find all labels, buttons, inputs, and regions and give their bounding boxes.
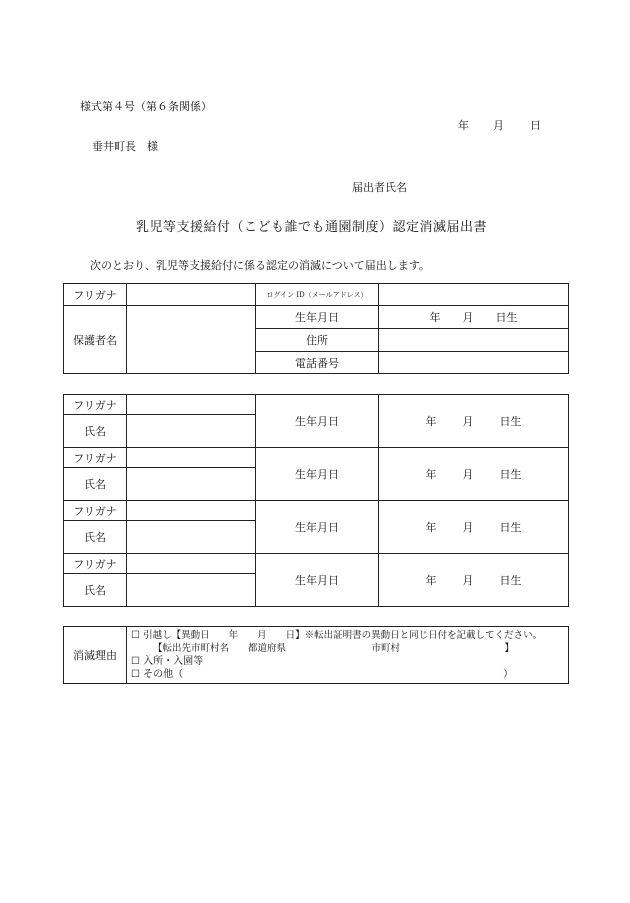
guardian-birth-day: 日生 — [495, 311, 518, 324]
other-checkbox[interactable]: ☐ — [131, 669, 140, 680]
child-birth-day: 日生 — [499, 468, 522, 481]
child-name-field[interactable] — [127, 574, 256, 607]
reason-destination-row — [131, 642, 564, 655]
children-table — [63, 394, 569, 607]
addressee: 垂井町長 様 — [92, 140, 158, 153]
child-name-label: 氏名 — [64, 415, 127, 448]
login-id-label-sub: （メールアドレス） — [304, 290, 368, 299]
child-furigana-field[interactable] — [127, 395, 256, 415]
child-birth-year: 年 — [425, 415, 437, 428]
child-birth-day: 日生 — [499, 415, 522, 428]
child-furigana-label: フリガナ — [64, 501, 127, 521]
child-furigana-label: フリガナ — [64, 554, 127, 574]
document-title: 乳児等支援給付（こども誰でも通園制度）認定消滅届出書 — [136, 220, 488, 235]
form-number: 様式第４号（第６条関係） — [80, 100, 212, 113]
child-birth-year: 年 — [425, 574, 437, 587]
admission-checkbox[interactable]: ☐ — [131, 656, 140, 667]
child-birth-label: 生年月日 — [256, 395, 379, 448]
login-id-label — [256, 284, 379, 306]
guardian-name-label: 保護者名 — [64, 306, 127, 374]
guardian-birth-month: 月 — [462, 311, 474, 324]
submitter-label: 届出者氏名 — [352, 181, 407, 194]
child-furigana-field[interactable] — [127, 448, 256, 468]
child-name-field[interactable] — [127, 468, 256, 501]
move-option-text: 引越し【異動日 年 月 日】※転出証明書の異動日と同じ日付を記載してください。 — [143, 630, 543, 641]
date-year-label: 年 — [458, 119, 469, 132]
guardian-table — [63, 283, 569, 374]
destination-text: 【転出先市町村名 都道府県 市町村 】 — [153, 643, 515, 654]
child-name-label: 氏名 — [64, 574, 127, 607]
child-birth-field[interactable] — [379, 554, 569, 607]
reason-table — [63, 626, 569, 684]
intro-text: 次のとおり、乳児等支援給付に係る認定の消滅について届出します。 — [90, 259, 430, 272]
reason-label: 消滅理由 — [64, 627, 127, 684]
child-birth-year: 年 — [425, 521, 437, 534]
guardian-phone-label: 電話番号 — [256, 352, 379, 374]
date-day-label: 日 — [530, 119, 541, 132]
child-birth-label: 生年月日 — [256, 448, 379, 501]
guardian-birth-year: 年 — [429, 311, 441, 324]
move-checkbox[interactable]: ☐ — [131, 630, 140, 641]
child-furigana-field[interactable] — [127, 554, 256, 574]
child-birth-month: 月 — [462, 415, 474, 428]
child-furigana-label: フリガナ — [64, 448, 127, 468]
other-option-text: その他（ ） — [143, 669, 514, 680]
child-furigana-field[interactable] — [127, 501, 256, 521]
guardian-phone-field[interactable] — [379, 352, 569, 374]
login-id-field[interactable] — [379, 284, 569, 306]
admission-option-text: 入所・入園等 — [143, 656, 204, 667]
guardian-address-label: 住所 — [256, 329, 379, 352]
child-name-label: 氏名 — [64, 521, 127, 554]
guardian-furigana-label: フリガナ — [64, 284, 127, 306]
reason-options — [127, 627, 569, 684]
guardian-name-field[interactable] — [127, 306, 256, 374]
child-birth-month: 月 — [462, 521, 474, 534]
child-name-label: 氏名 — [64, 468, 127, 501]
child-furigana-label: フリガナ — [64, 395, 127, 415]
child-birth-day: 日生 — [499, 521, 522, 534]
guardian-address-field[interactable] — [379, 329, 569, 352]
guardian-birth-label: 生年月日 — [256, 306, 379, 329]
child-birth-field[interactable] — [379, 501, 569, 554]
child-birth-field[interactable] — [379, 395, 569, 448]
guardian-furigana-field[interactable] — [127, 284, 256, 306]
child-birth-field[interactable] — [379, 448, 569, 501]
child-name-field[interactable] — [127, 521, 256, 554]
child-birth-day: 日生 — [499, 574, 522, 587]
child-name-field[interactable] — [127, 415, 256, 448]
child-birth-label: 生年月日 — [256, 501, 379, 554]
guardian-birth-field[interactable] — [379, 306, 569, 329]
date-month-label: 月 — [493, 119, 504, 132]
child-birth-year: 年 — [425, 468, 437, 481]
child-birth-label: 生年月日 — [256, 554, 379, 607]
reason-other-row — [131, 668, 564, 681]
child-birth-month: 月 — [462, 574, 474, 587]
child-birth-month: 月 — [462, 468, 474, 481]
reason-move-row — [131, 629, 564, 642]
login-id-label-main: ログイン ID — [266, 290, 305, 299]
reason-admission-row — [131, 655, 564, 668]
